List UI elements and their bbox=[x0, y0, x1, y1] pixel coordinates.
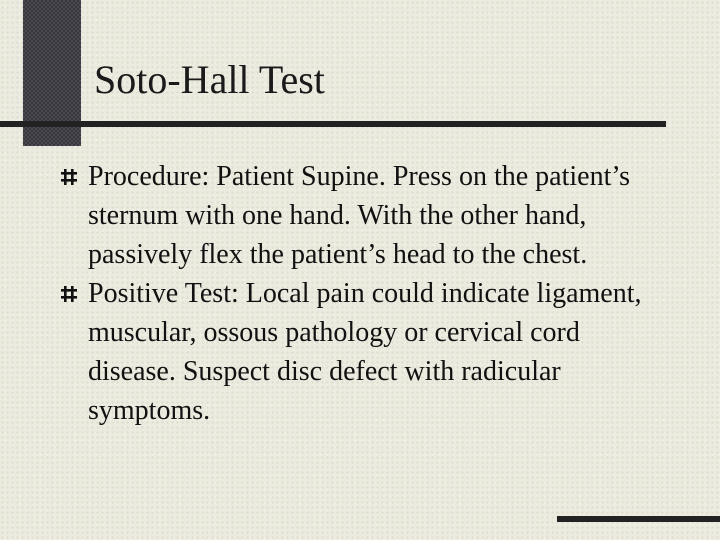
bullet-text: Procedure: Patient Supine. Press on the patient’s sternum with one hand. With the other hand, passively flex the patient’s head to the chest. bbox=[88, 161, 631, 270]
footer-rule bbox=[557, 516, 720, 522]
bullet-item-positive-test bbox=[60, 274, 660, 430]
slide-title: Soto-Hall Test bbox=[94, 57, 325, 102]
bullet-item-procedure bbox=[60, 157, 660, 274]
bullet-text: Positive Test: Local pain could indicate ligament, muscular, ossous pathology or cervical cord disease. Suspect disc defect with radicular symptoms. bbox=[88, 278, 642, 426]
hash-bullet-icon bbox=[60, 168, 78, 186]
title-underline-rule bbox=[0, 121, 666, 127]
bullet-list bbox=[60, 157, 660, 430]
hash-bullet-icon bbox=[60, 285, 78, 303]
